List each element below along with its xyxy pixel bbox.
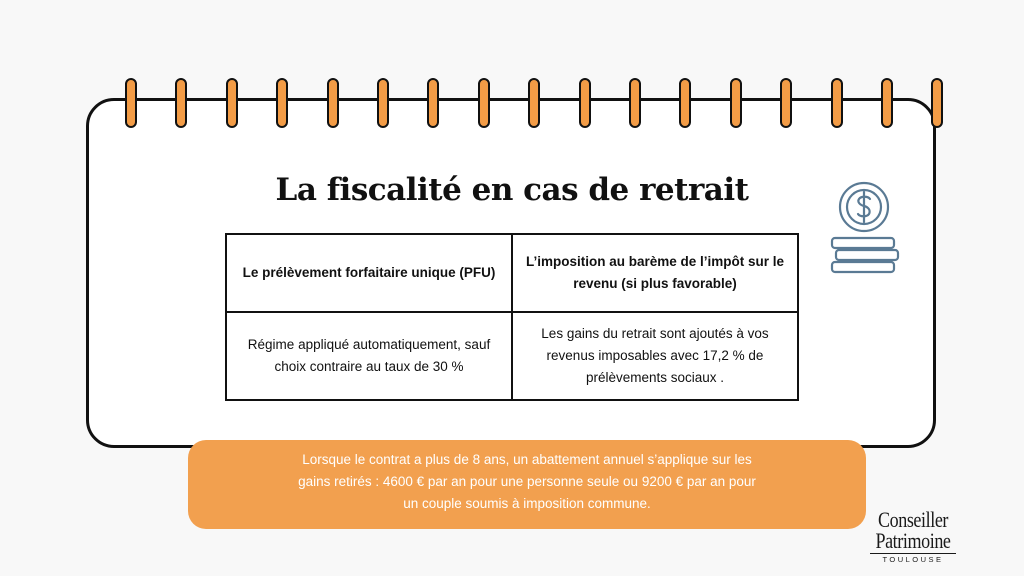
spiral-ring-icon [831,78,843,128]
logo-line3: TOULOUSE [870,553,956,565]
spiral-ring-icon [931,78,943,128]
spiral-ring-icon [528,78,540,128]
spiral-ring-icon [175,78,187,128]
spiral-ring-icon [881,78,893,128]
spiral-ring-icon [327,78,339,128]
table-row [226,312,798,400]
spiral-ring-icon [125,78,137,128]
spiral-ring-icon [579,78,591,128]
note-banner: Lorsque le contrat a plus de 8 ans, un abattement annuel s’applique sur les gains retirés : 4600 € par an pour une personne seule ou 9200 € par an pour un couple soumis à imposition commune. [188,440,866,529]
table-header-row [226,234,798,312]
coin-stack-dollar-icon [826,180,902,280]
spiral-ring-icon [377,78,389,128]
spiral-ring-icon [730,78,742,128]
logo-line1: Conseiller [877,507,949,532]
spiral-ring-icon [226,78,238,128]
brand-logo [856,507,970,565]
spiral-ring-icon [780,78,792,128]
spiral-ring-icon [276,78,288,128]
page-title: La fiscalité en cas de retrait [275,172,749,208]
cell-pfu: Régime appliqué automatiquement, sauf choix contraire au taux de 30 % [226,312,512,400]
tax-comparison-table [225,233,799,401]
header-bareme: L’imposition au barème de l’impôt sur le revenu (si plus favorable) [512,234,798,312]
header-pfu: Le prélèvement forfaitaire unique (PFU) [226,234,512,312]
spiral-ring-icon [427,78,439,128]
spiral-ring-icon [679,78,691,128]
logo-line2: Patrimoine [875,528,951,553]
spiral-ring-icon [629,78,641,128]
cell-bareme: Les gains du retrait sont ajoutés à vos revenus imposables avec 17,2 % de prélèvements sociaux . [512,312,798,400]
spiral-ring-icon [478,78,490,128]
